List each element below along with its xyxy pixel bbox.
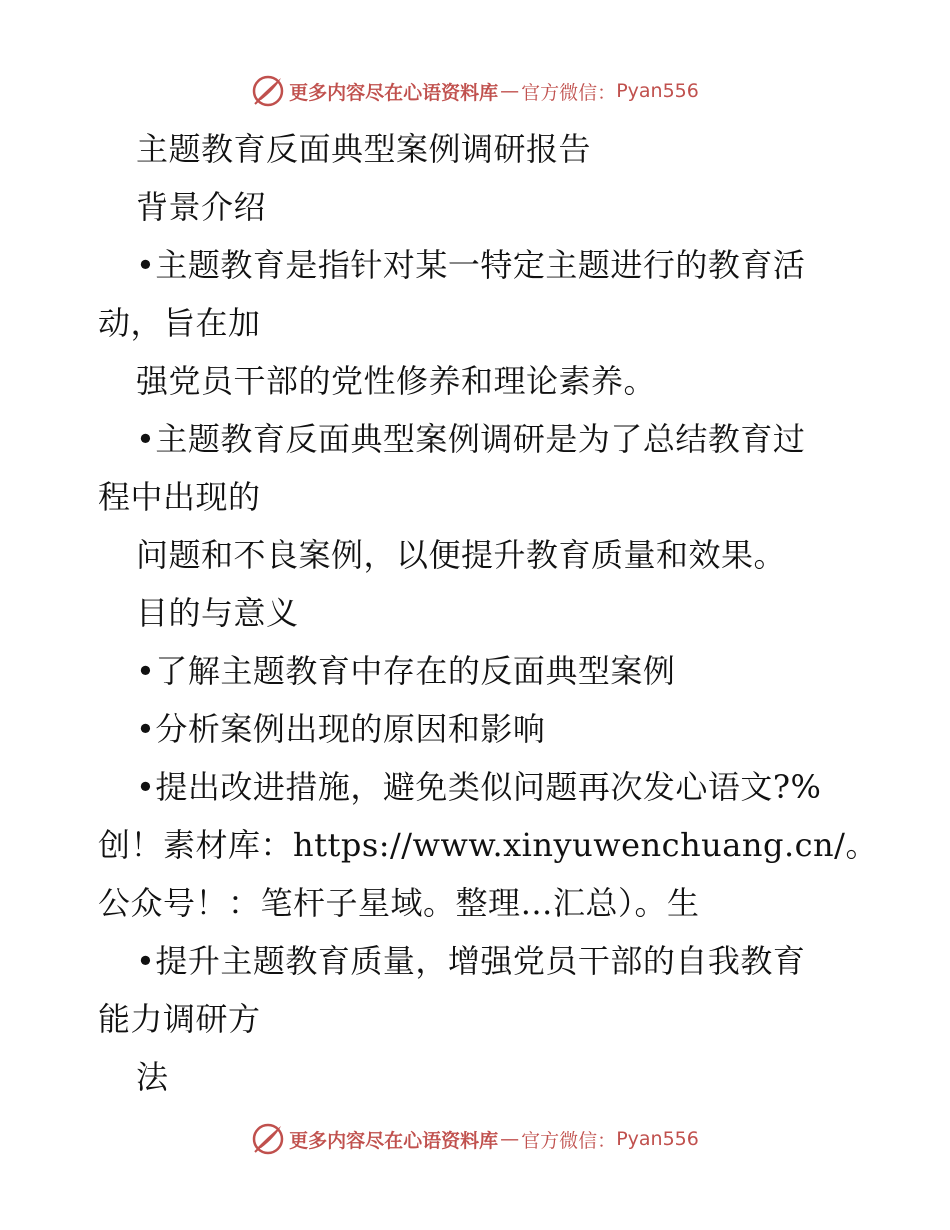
paragraph-line: •主题教育是指针对某一特定主题进行的教育活 <box>136 246 806 284</box>
paragraph-line: •提出改进措施，避免类似问题再次发心语文?% <box>136 768 822 806</box>
paragraph-line: 法 <box>136 1058 169 1096</box>
quill-pen-logo-icon <box>251 1122 285 1156</box>
quill-pen-logo-icon <box>251 74 285 108</box>
section-heading-purpose: 目的与意义 <box>136 594 299 632</box>
paragraph-line: 动，旨在加 <box>98 304 261 342</box>
banner-separator: — <box>500 80 520 102</box>
paragraph-line: 程中出现的 <box>98 478 261 516</box>
document-body <box>98 120 878 1106</box>
paragraph-line: •提升主题教育质量，增强党员干部的自我教育 <box>136 942 806 980</box>
footer-banner <box>0 1119 950 1159</box>
banner-official-label: 官方微信： <box>521 81 617 104</box>
document-title: 主题教育反面典型案例调研报告 <box>136 130 592 168</box>
banner-separator: — <box>500 1128 520 1150</box>
paragraph-line: •主题教育反面典型案例调研是为了总结教育过 <box>136 420 806 458</box>
paragraph-line: 强党员干部的党性修养和理论素养。 <box>136 362 657 400</box>
paragraph-line: 问题和不良案例，以便提升教育质量和效果。 <box>136 536 787 574</box>
banner-wechat-id: Pyan556 <box>616 1128 699 1150</box>
header-banner <box>0 71 950 111</box>
banner-wechat-id: Pyan556 <box>616 80 699 102</box>
banner-official-label: 官方微信： <box>521 1129 617 1152</box>
section-heading-background: 背景介绍 <box>136 188 267 226</box>
banner-site-text: 更多内容尽在心语资料库 <box>289 1129 499 1152</box>
paragraph-line: •了解主题教育中存在的反面典型案例 <box>136 652 676 690</box>
paragraph-line: •分析案例出现的原因和影响 <box>136 710 546 748</box>
paragraph-line: 公众号！：笔杆子星域。整理…汇总）。生 <box>98 884 700 922</box>
banner-site-text: 更多内容尽在心语资料库 <box>289 81 499 104</box>
paragraph-line: 创！素材库：https://www.xinyuwenchuang.cn/。 <box>98 826 878 864</box>
paragraph-line: 能力调研方 <box>98 1000 261 1038</box>
